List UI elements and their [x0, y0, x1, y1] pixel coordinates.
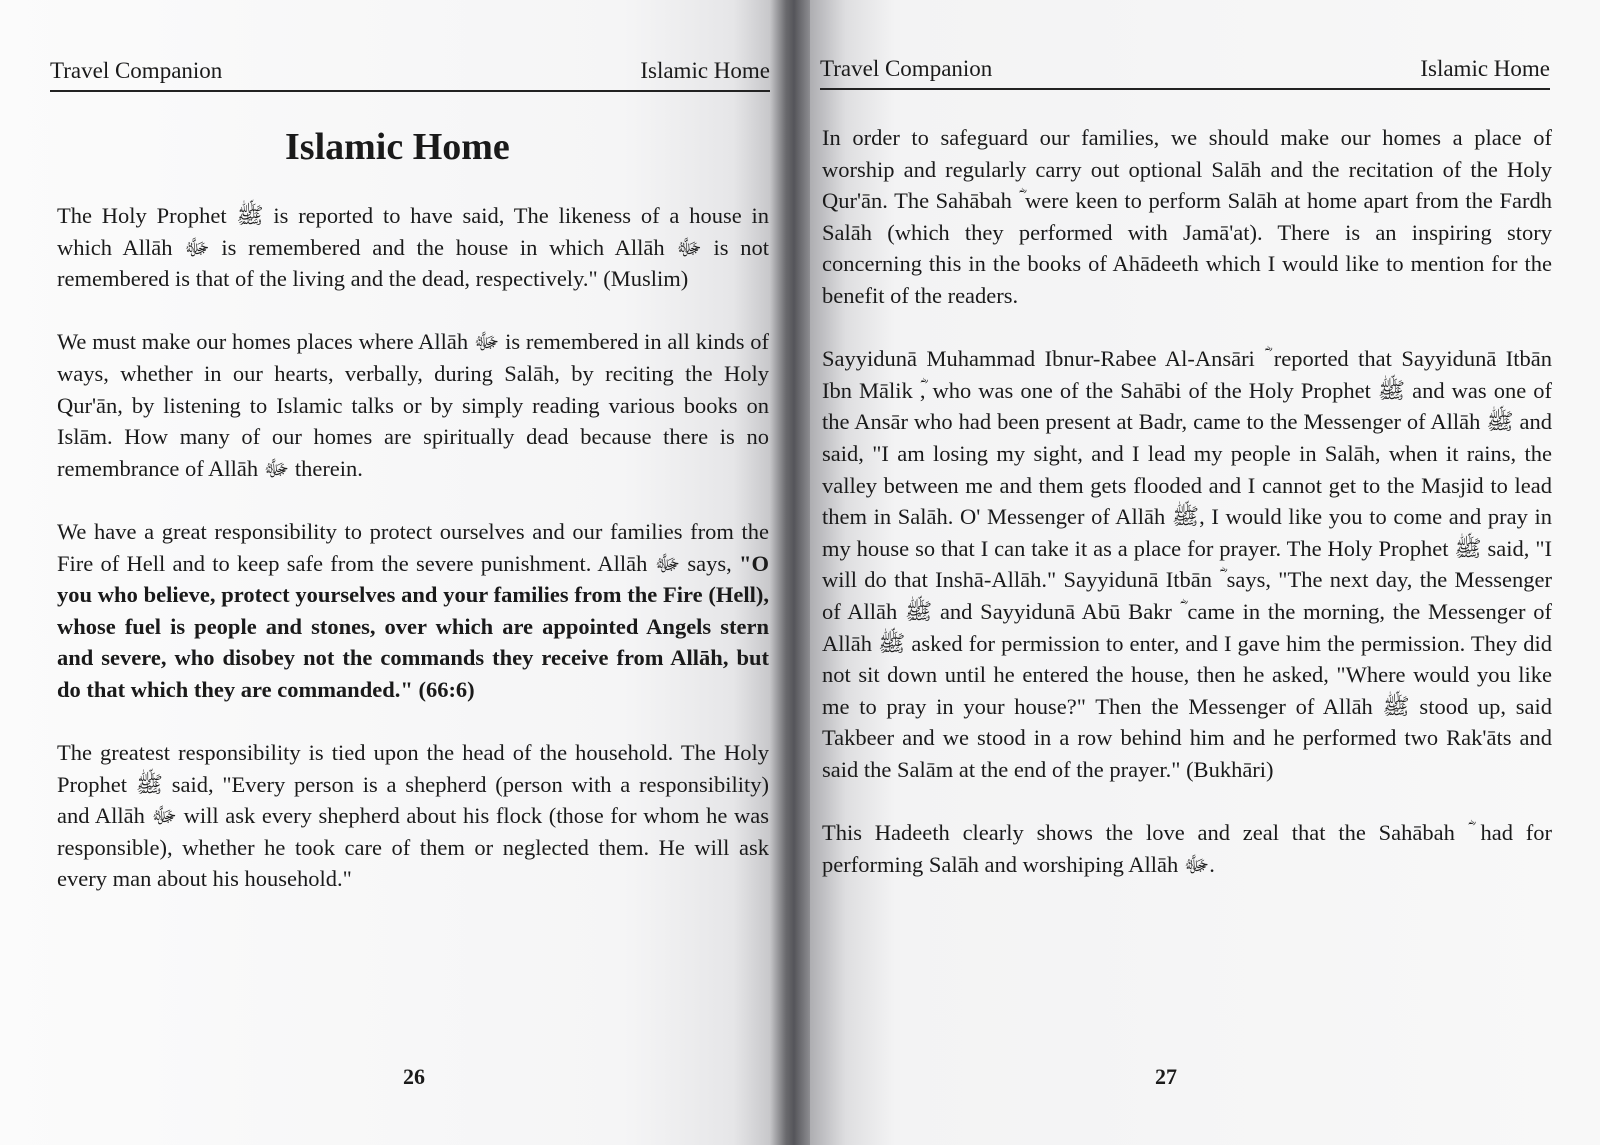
paragraph-with-quote: [57, 516, 769, 706]
header-chapter-title: Islamic Home: [640, 58, 770, 83]
right-page: [780, 0, 1600, 1145]
paragraph: This Hadeeth clearly shows the love and zeal that the Sahābah ؓ had for performing Salāh and worshiping Allāh ﷻ.: [822, 820, 1552, 877]
left-page: [0, 0, 780, 1145]
page-number: 26: [403, 1064, 425, 1089]
paragraph: The Holy Prophet ﷺ is reported to have said, The likeness of a house in which Allāh ﷻ is remembered and the house in which Allāh ﷻ is not remembered is that of the living and the dead, respectively." (Muslim): [57, 203, 769, 292]
right-body-text: [822, 122, 1552, 912]
page-number: 27: [1155, 1064, 1177, 1089]
paragraph: We must make our homes places where Allāh ﷻ is remembered in all kinds of ways, whether in our hearts, verbally, during Salāh, by reciting the Holy Qur'ān, by listening to Islamic talks or by simply reading various books on Islām. How many of our homes are spiritually dead because there is no remembrance of Allāh ﷻ therein.: [57, 329, 769, 481]
chapter-title: Islamic Home: [285, 126, 510, 168]
quran-quote: "O you who believe, protect yourselves and your families from the Fire (Hell), whose fuel is people and stones, over which are appointed Angels stern and severe, who disobey not the commands they receive from Allāh, but do that which they are commanded." (66:6): [57, 550, 770, 702]
paragraph: Sayyidunā Muhammad Ibnur-Rabee Al-Ansāri ؓ reported that Sayyidunā Itbān Ibn Mālik ؓ, who was one of the Sahābi of the Holy Prophet ﷺ and was one of the Ansār who had been present at Badr, came to the Messenger of Allāh ﷺ and said, "I am losing my sight, and I lead my people in Salāh, when it rains, the valley between me and them gets flooded and I cannot get to the Masjid to lead them in Salāh. O' Messenger of Allāh ﷺ, I would like you to come and pray in my house so that I can take it as a place for prayer. The Holy Prophet ﷺ said, "I will do that Inshā-Allāh." Sayyidunā Itbān ؓ says, "The next day, the Messenger of Allāh ﷺ and Sayyidunā Abū Bakr ؓ came in the morning, the Messenger of Allāh ﷺ asked for permission to enter, and I gave him the permission. They did not sit down until he entered the house, then he asked, "Where would you like me to pray in your house?" Then the Messenger of Allāh ﷺ stood up, said Takbeer and we stood in a row behind him and he performed two Rak'āts and said the Salām at the end of the prayer." (Bukhāri): [822, 346, 1552, 782]
header-book-title: Travel Companion: [50, 58, 223, 83]
header-book-title: Travel Companion: [820, 56, 993, 81]
left-body-text: [57, 200, 769, 927]
book-gutter-shadow: [770, 0, 810, 1145]
paragraph: The greatest responsibility is tied upon the head of the household. The Holy Prophet ﷺ said, "Every person is a shepherd (person with a responsibility) and Allāh ﷻ will ask every shepherd about his flock (those for whom he was responsible), whether he took care of them or neglected them. He will ask every man about his household.": [57, 740, 770, 892]
running-header: [820, 42, 1550, 90]
running-header: [50, 44, 770, 92]
header-chapter-title: Islamic Home: [1420, 56, 1550, 81]
paragraph-intro: We have a great responsibility to protect ourselves and our families from the Fire of Hell and to keep safe from the severe punishment. Allāh ﷻ says,: [57, 518, 769, 576]
paragraph: In order to safeguard our families, we should make our homes a place of worship and regularly carry out optional Salāh and the recitation of the Holy Qur'ān. The Sahābah ؓ were keen to perform Salāh at home apart from the Fardh Salāh (which they performed with Jamā'at). There is an inspiring story concerning this in the books of Ahādeeth which I would like to mention for the benefit of the readers.: [822, 125, 1552, 308]
